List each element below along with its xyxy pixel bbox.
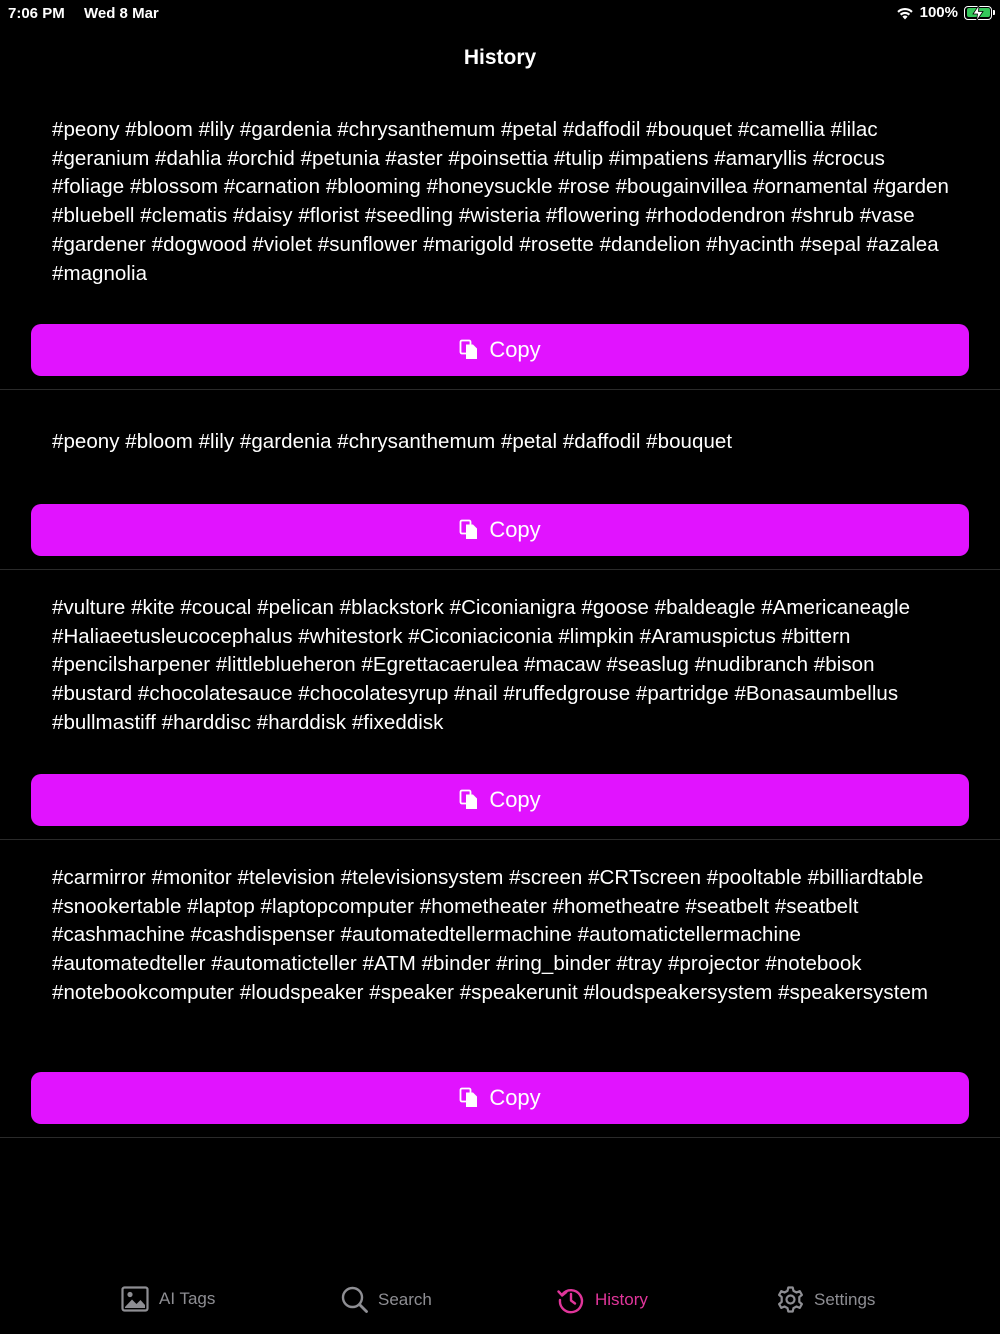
- status-time: 7:06 PM: [8, 5, 65, 22]
- history-item: [0, 100, 1000, 390]
- copy-button-label: Copy: [489, 787, 541, 812]
- gear-icon: [777, 1286, 804, 1313]
- history-item: [0, 390, 1000, 570]
- history-tags: #carmirror #monitor #television #televisionsystem #screen #CRTscreen #pooltable #billiardtable #snookertable #laptop #laptopcomputer #hometheater #hometheatre #seatbelt #seatbelt #cashmachine #cashdispenser #automatedtellermachine #automatictellermachine #automatedteller #automaticteller #ATM #binder #ring_binder #tray #projector #notebook #notebookcomputer #loudspeaker #speaker #speakerunit #loudspeakersystem #speakersystem: [52, 866, 929, 1004]
- copy-button-label: Copy: [489, 517, 541, 542]
- copy-button[interactable]: [31, 1072, 969, 1124]
- tab-label: AI Tags: [159, 1289, 216, 1308]
- copy-icon: [459, 339, 479, 361]
- page-title: History: [463, 46, 537, 69]
- history-tags: #peony #bloom #lily #gardenia #chrysanthemum #petal #daffodil #bouquet: [52, 430, 733, 453]
- history-icon: [557, 1286, 585, 1314]
- search-icon: [341, 1286, 368, 1313]
- tab-bar: [0, 1270, 1000, 1334]
- history-item: [0, 840, 1000, 1138]
- history-item: [0, 570, 1000, 840]
- tab-label: Settings: [814, 1289, 876, 1309]
- battery-charging-icon: [964, 6, 992, 20]
- tab-label: Search: [378, 1289, 432, 1309]
- wifi-icon: [896, 6, 914, 20]
- copy-button-label: Copy: [489, 1085, 541, 1110]
- tab-history[interactable]: [557, 1286, 648, 1314]
- photo-icon: [121, 1286, 149, 1312]
- status-indicators: [896, 4, 992, 21]
- copy-icon: [459, 789, 479, 811]
- history-tags: #vulture #kite #coucal #pelican #blackstork #Ciconianigra #goose #baldeagle #Americaneagle #Haliaeetusleucocephalus #whitestork #Ciconiaciconia #limpkin #Aramuspictus #bittern #pencilsharpener #littleblueheron #Egrettacaerulea #macaw #seaslug #nudibranch #bison #bustard #chocolatesauce #chocolatesyrup #nail #ruffedgrouse #partridge #Bonasaumbellus #bullmastiff #harddisc #harddisk #fixeddisk: [52, 596, 911, 734]
- status-date: Wed 8 Mar: [84, 5, 159, 22]
- copy-icon: [459, 1087, 479, 1109]
- history-tags: #peony #bloom #lily #gardenia #chrysanthemum #petal #daffodil #bouquet #camellia #lilac #geranium #dahlia #orchid #petunia #aster #poinsettia #tulip #impatiens #amaryllis #crocus #foliage #blossom #carnation #blooming #honeysuckle #rose #bougainvillea #ornamental #garden #bluebell #clematis #daisy #florist #seedling #wisteria #flowering #rhododendron #shrub #vase #gardener #dogwood #violet #sunflower #marigold #rosette #dandelion #hyacinth #sepal #azalea #magnolia: [52, 118, 949, 285]
- status-bar: [0, 0, 1000, 28]
- battery-percentage: 100%: [919, 4, 958, 21]
- tab-label: History: [595, 1290, 648, 1309]
- tab-ai-tags[interactable]: [121, 1286, 215, 1312]
- tab-settings[interactable]: [777, 1286, 875, 1313]
- copy-button[interactable]: [31, 504, 969, 556]
- tab-search[interactable]: [341, 1286, 432, 1313]
- copy-button-label: Copy: [489, 337, 541, 362]
- copy-button[interactable]: [31, 774, 969, 826]
- copy-icon: [459, 519, 479, 541]
- copy-button[interactable]: [31, 324, 969, 376]
